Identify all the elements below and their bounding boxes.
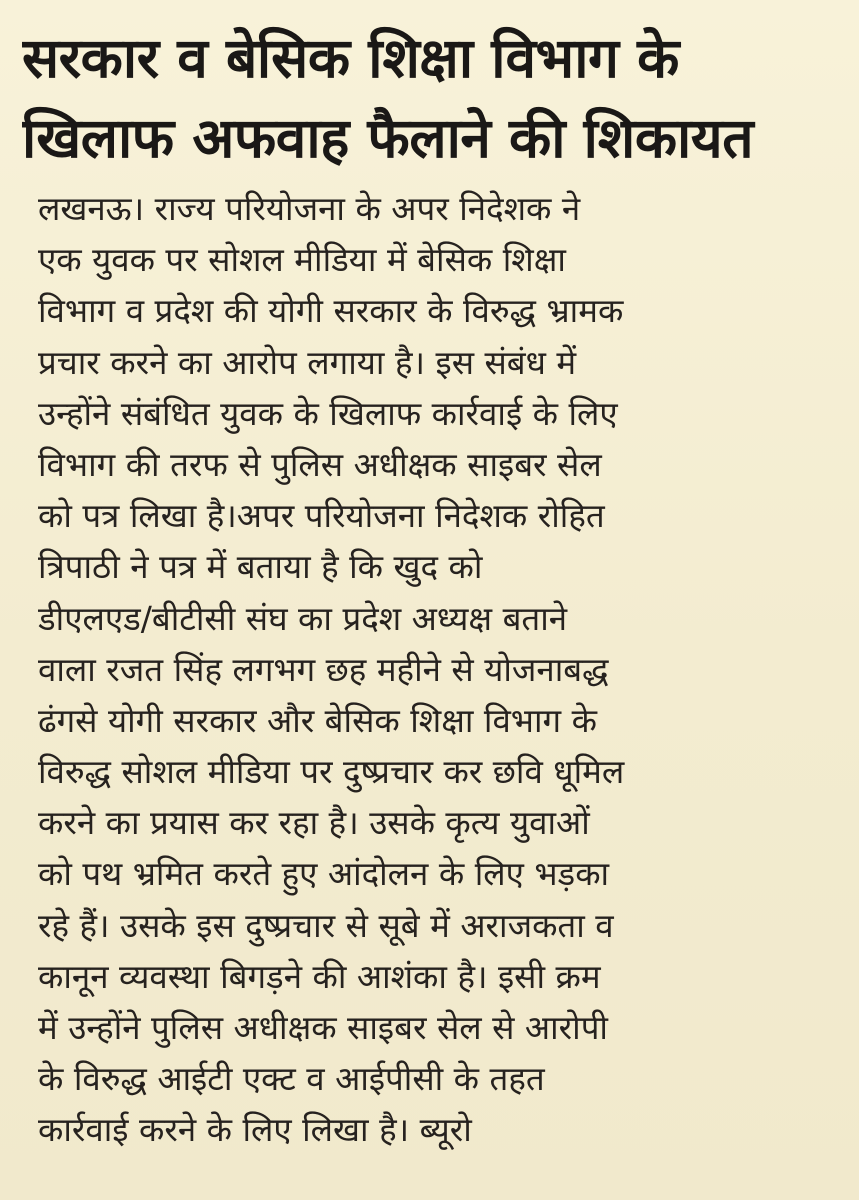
article-line: उन्होंने संबंधित युवक के खिलाफ कार्रवाई के लिए bbox=[38, 393, 618, 433]
article-line: के विरुद्ध आईटी एक्ट व आईपीसी के तहत bbox=[38, 1059, 545, 1099]
article-line: में उन्होंने पुलिस अधीक्षक साइबर सेल से आरोपी bbox=[38, 1008, 608, 1047]
headline bbox=[22, 18, 837, 178]
article-line: विभाग की तरफ से पुलिस अधीक्षक साइबर सेल bbox=[38, 444, 602, 484]
article-line: कार्रवाई करने के लिए लिखा है। ब्यूरो bbox=[38, 1110, 472, 1150]
headline-line: सरकार व बेसिक शिक्षा विभाग के bbox=[22, 26, 679, 90]
article-line: एक युवक पर सोशल मीडिया में बेसिक शिक्षा bbox=[38, 240, 566, 280]
headline-line: खिलाफ अफवाह फैलाने की शिकायत bbox=[22, 106, 754, 170]
article-line: को पथ भ्रमित करते हुए आंदोलन के लिए भड़का bbox=[38, 854, 610, 894]
article-line: रहे हैं। उसके इस दुष्प्रचार से सूबे में अराजकता व bbox=[38, 905, 614, 945]
article-line: को पत्र लिखा है।अपर परियोजना निदेशक रोहित bbox=[38, 496, 605, 536]
article-line: प्रचार करने का आरोप लगाया है। इस संबंध में bbox=[38, 342, 577, 382]
article-line: डीएलएड/बीटीसी संघ का प्रदेश अध्यक्ष बताने bbox=[38, 598, 568, 638]
article-line: त्रिपाठी ने पत्र में बताया है कि खुद को bbox=[38, 547, 483, 587]
article-line: ढंगसे योगी सरकार और बेसिक शिक्षा विभाग के bbox=[38, 700, 597, 740]
article-line: लखनऊ। राज्य परियोजना के अपर निदेशक ने bbox=[38, 189, 581, 228]
article-line: विभाग व प्रदेश की योगी सरकार के विरुद्ध भ्रामक bbox=[38, 291, 624, 331]
article-line: करने का प्रयास कर रहा है। उसके कृत्य युवाओं bbox=[38, 803, 590, 843]
article-line: वाला रजत सिंह लगभग छह महीने से योजनाबद्ध bbox=[38, 649, 609, 689]
article-body bbox=[38, 183, 828, 1156]
article-line: कानून व्यवस्था बिगड़ने की आशंका है। इसी क्रम bbox=[38, 956, 601, 996]
article-line: विरुद्ध सोशल मीडिया पर दुष्प्रचार कर छवि धूमिल bbox=[38, 752, 625, 792]
